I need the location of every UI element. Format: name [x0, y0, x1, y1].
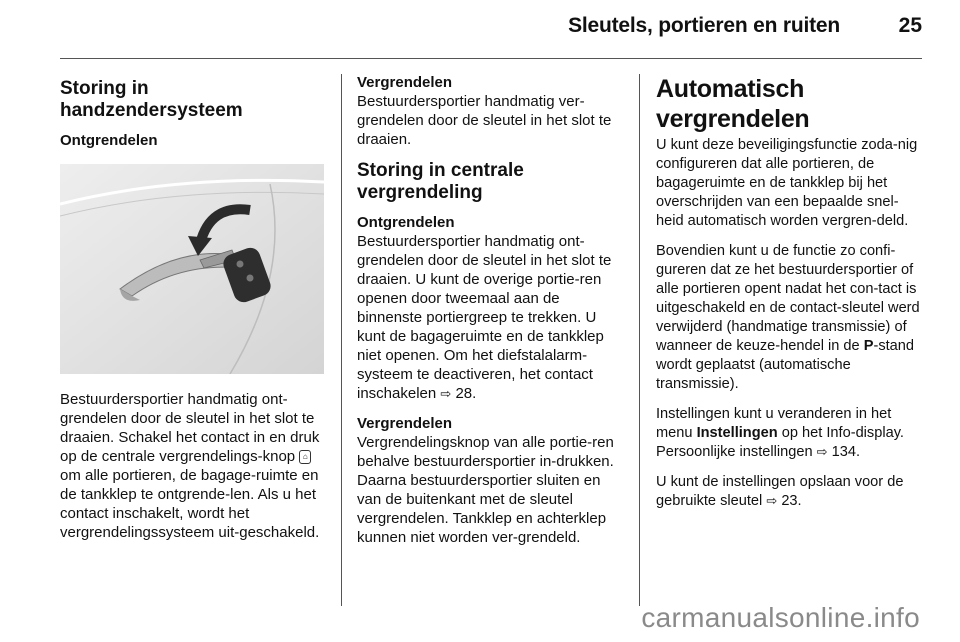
- door-handle-key-icon: [60, 164, 324, 374]
- column-1: [60, 74, 324, 553]
- paragraph: Bestuurdersportier handmatig ont-grendelen door de sleutel in het slot te draaien. U kunt de overige portie-ren openen door tweemaal aan de binnenste portiergreep te trekken. U kunt de bagageruimte en de tankklep niet openen. Om het diefstalalarm-systeem te deactiveren, het contact inschakelen ⇨ 28.: [357, 233, 612, 402]
- page-reference-icon: ⇨: [816, 445, 828, 460]
- watermark: carmanualsonline.info: [641, 602, 920, 633]
- paragraph: U kunt de instellingen opslaan voor de gebruikte sleutel ⇨ 23.: [656, 474, 904, 509]
- section-heading: Storing in handzendersysteem: [60, 78, 243, 121]
- paragraph: Bovendien kunt u de functie zo confi-gureren dat ze het bestuurdersportier of alle portieren opent nadat het con-tact is uitgeschakeld en de contact-sleutel werd verwijderd (handmatige transmissie) of wanneer de keuze-hendel in de P-stand wordt geplaatst (automatische transmissie).: [656, 243, 920, 392]
- section-heading: Storing in centrale vergrendeling: [357, 160, 524, 203]
- page-reference[interactable]: 23.: [781, 493, 802, 509]
- column-divider: [639, 74, 640, 606]
- page-reference-icon: ⇨: [440, 387, 452, 402]
- sub-heading: Ontgrendelen: [60, 132, 158, 149]
- page-reference-icon: ⇨: [766, 494, 778, 509]
- page-number: 25: [898, 14, 922, 37]
- paragraph: Bestuurdersportier handmatig ont-grendelen door de sleutel in het slot te draaien. Schakel het contact in en druk op de centrale vergrendelings-knop ⌂ om alle portieren, de bagage-ruimte en de tankklep te ontgrende-len. Als u het contact inschakelt, wordt het vergrendelingssysteem uit-geschakeld.: [60, 391, 320, 541]
- sub-heading: Vergrendelen: [357, 415, 453, 432]
- page-reference[interactable]: 134.: [831, 444, 861, 460]
- sub-heading: Ontgrendelen: [357, 214, 455, 231]
- page-reference[interactable]: 28.: [455, 385, 477, 402]
- column-divider: [341, 74, 342, 606]
- paragraph: Bestuurdersportier handmatig ver-grendelen door de sleutel in het slot te draaien.: [357, 93, 612, 148]
- sub-heading: Vergrendelen: [357, 74, 453, 91]
- page-header-title: Sleutels, portieren en ruiten: [568, 14, 840, 37]
- header-divider: [60, 58, 922, 59]
- lock-key-icon: ⌂: [299, 450, 311, 464]
- column-2: [357, 74, 625, 558]
- door-handle-key-illustration: [60, 164, 324, 374]
- section-heading: Automatisch vergrendelen: [656, 75, 810, 133]
- paragraph: Instellingen kunt u veranderen in het menu Instellingen op het Info-display. Persoonlijke instellingen ⇨ 134.: [656, 406, 904, 460]
- paragraph: U kunt deze beveiligingsfunctie zoda-nig configureren dat alle portieren, de bagageruimte en de tankklep bij het overschrijden van een bepaalde snel-heid automatisch worden vergren-deld.: [656, 137, 918, 229]
- paragraph: Vergrendelingsknop van alle portie-ren behalve bestuurdersportier in-drukken. Daarna bestuurdersportier sluiten en van de buitenkant met de sleutel vergrendelen. Tankklep en achterklep kunnen niet worden ver-grendeld.: [357, 434, 614, 546]
- column-3: [656, 74, 926, 522]
